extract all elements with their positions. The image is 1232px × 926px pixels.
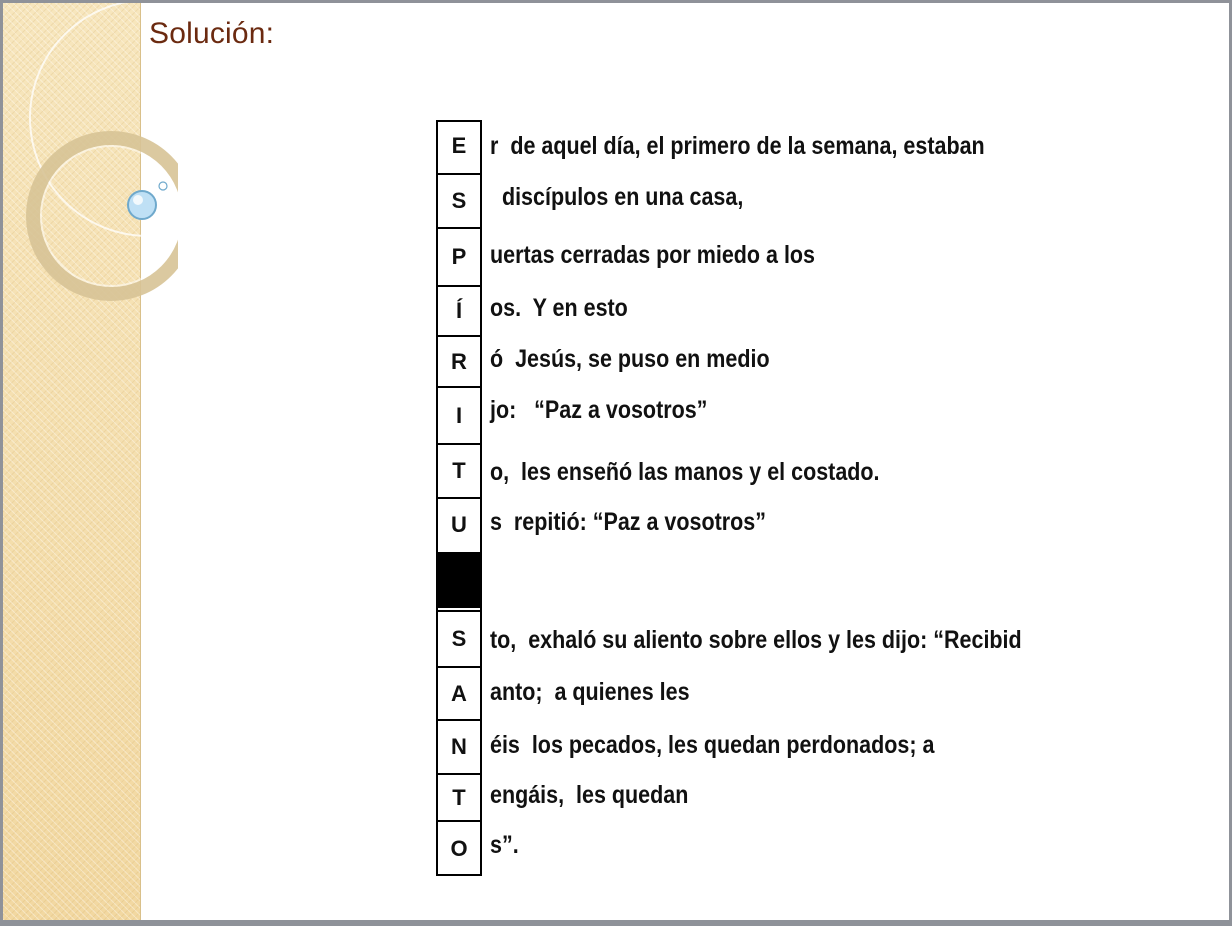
acrostic-letter-cell: E: [451, 133, 467, 158]
acrostic-letter-cell: P: [436, 227, 482, 285]
decorative-circles-icon: [3, 3, 178, 323]
acrostic-letter-cell: I: [436, 386, 482, 443]
acrostic-letter-cell: U: [436, 497, 482, 550]
line-right-text: anto; a quienes les: [490, 678, 690, 706]
acrostic-letter-cell: A: [436, 666, 482, 719]
acrostic-letter-cell: N: [436, 719, 482, 773]
line-right-text: ó Jesús, se puso en medio: [490, 345, 770, 373]
line-right-text: o, les enseñó las manos y el costado.: [490, 458, 880, 486]
line-right-text: os. Y en esto: [490, 294, 628, 322]
line-right-text: uertas cerradas por miedo a los: [490, 241, 816, 269]
line-right-text: discípulos en una casa,: [490, 183, 744, 211]
slide-title: Solución:: [149, 17, 275, 50]
line-right-text: jo: “Paz a vosotros”: [490, 396, 708, 424]
acrostic-letter-cell: Í: [436, 285, 482, 335]
line-right-text: s repitió: “Paz a vosotros”: [490, 508, 766, 536]
line-right-text: r de aquel día, el primero de la semana, estaban: [490, 132, 985, 160]
line-right-text: to, exhaló su aliento sobre ellos y les dijo: “Recibid: [490, 626, 1022, 654]
acrostic-cell-divider: [436, 610, 482, 612]
acrostic-letter-cell: S: [436, 610, 482, 666]
acrostic-letter-cell: S: [436, 173, 482, 227]
acrostic-letter-cell: R: [436, 335, 482, 386]
acrostic-letter-cell: T: [436, 773, 482, 820]
acrostic-letter-cell: O: [436, 820, 482, 876]
line-right-text: éis los pecados, les quedan perdonados; a: [490, 731, 935, 759]
acrostic-letter-cell: T: [436, 443, 482, 497]
slide: [3, 3, 1229, 920]
decorative-sidebar: [3, 3, 141, 920]
line-right-text: engáis, les quedan: [490, 781, 689, 809]
acrostic-blank-cell: [436, 552, 482, 608]
line-right-text: s”.: [490, 831, 519, 859]
